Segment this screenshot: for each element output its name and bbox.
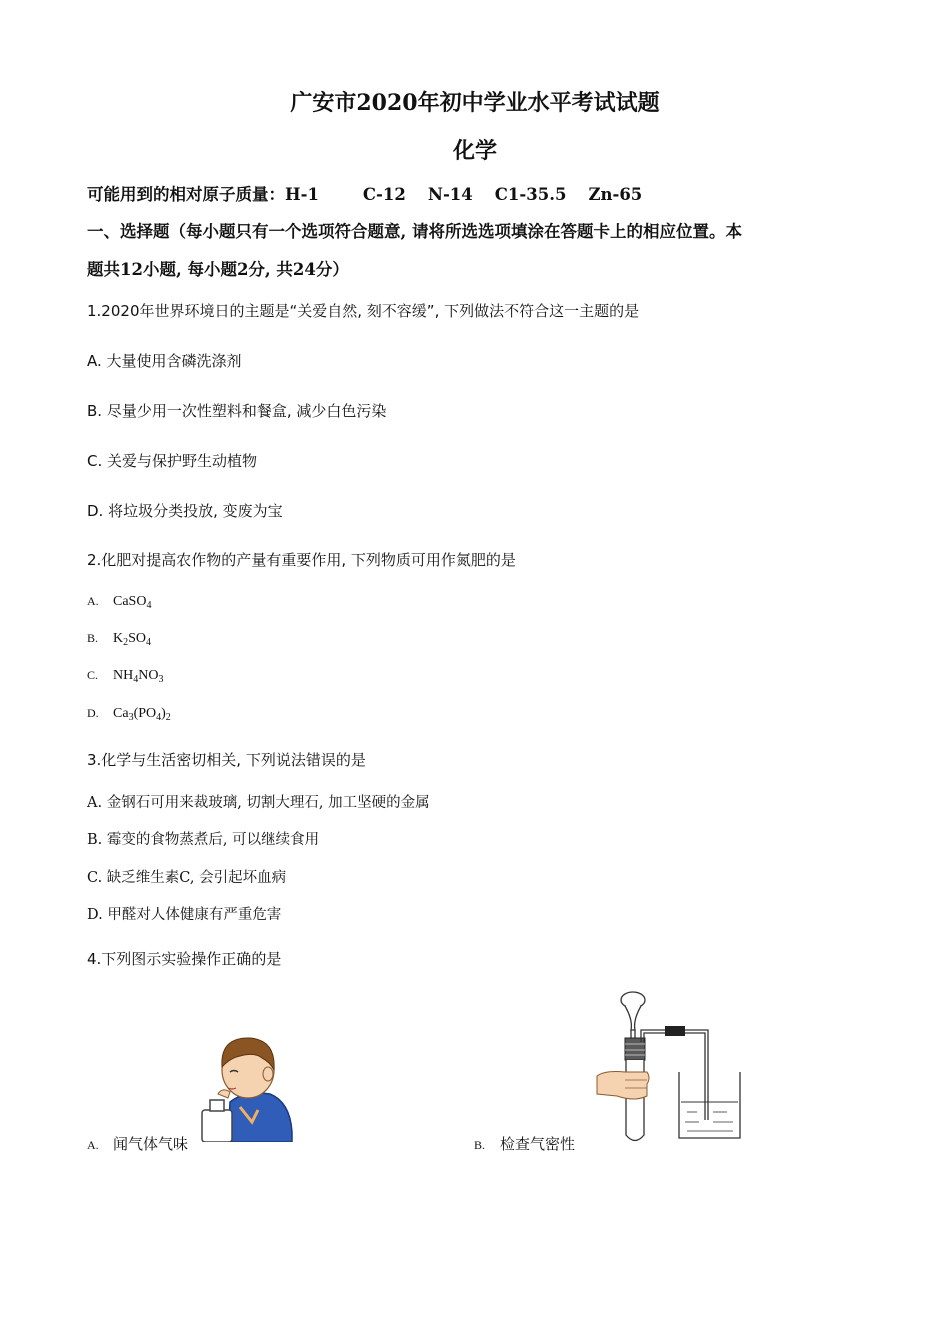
q2-option-b: B. $K_2SO_4$ (87, 631, 152, 648)
q1-option-b: B. 尽量少用一次性塑料和餐盒, 减少白色污染 (87, 402, 387, 420)
mass-c: C-12 (362, 185, 406, 204)
mass-zn: Zn-65 (588, 185, 643, 204)
q2-option-d: D. $Ca_3(PO_4)_2$ (87, 706, 171, 723)
q1-option-d: D. 将垃圾分类投放, 变废为宝 (87, 502, 283, 520)
mass-cl: C1-35.5 (494, 185, 567, 204)
question-4-stem: 4.下列图示实验操作正确的是 (87, 950, 282, 968)
person-smelling-gas-illustration (200, 1032, 295, 1142)
subject-title: 化学 (452, 138, 497, 164)
mass-h: H-1 (285, 185, 319, 204)
atomic-mass-line (87, 181, 664, 205)
q2-formula-d: $Ca_3(PO_4)_2$ (113, 706, 171, 723)
q2-formula-c: $NH_4NO_3$ (113, 668, 164, 685)
q4-option-b: B. 检查气密性 (474, 1137, 576, 1153)
atomic-mass-label: 可能用到的相对原子质量： (87, 185, 285, 204)
section-heading-line1: 一、选择题（每小题只有一个选项符合题意, 请将所选选项填涂在答题卡上的相应位置。本 (87, 222, 742, 241)
q1-option-a: A. 大量使用含磷洗涤剂 (87, 352, 242, 370)
airtightness-apparatus-illustration (595, 990, 745, 1150)
q3-option-d: D. 甲醛对人体健康有严重危害 (87, 907, 282, 923)
q3-option-b: B. 霉变的食物蒸煮后, 可以继续食用 (87, 832, 320, 848)
q1-option-c: C. 关爱与保护野生动植物 (87, 452, 258, 470)
q4-option-a-text: 闻气体气味 (113, 1137, 189, 1153)
q2-option-c: C. $NH_4NO_3$ (87, 668, 164, 685)
q3-option-a: A. 金钢石可用来裁玻璃, 切割大理石, 加工坚硬的金属 (87, 795, 430, 811)
question-3-stem: 3.化学与生活密切相关, 下列说法错误的是 (87, 751, 366, 769)
section-heading-line2: 题共12小题, 每小题2分, 共24分） (87, 260, 349, 279)
q2-formula-a: CaSO$_4$ (113, 594, 152, 611)
question-2-stem: 2.化肥对提高农作物的产量有重要作用, 下列物质可用作氮肥的是 (87, 551, 516, 569)
mass-n: N-14 (427, 185, 473, 204)
q3-option-c: C. 缺乏维生素C, 会引起坏血病 (87, 870, 287, 886)
q4-option-b-text: 检查气密性 (500, 1137, 576, 1153)
q4-option-a: A. 闻气体气味 (87, 1137, 189, 1153)
q2-formula-b: $K_2SO_4$ (113, 631, 152, 648)
page-title: 广安市2020年初中学业水平考试试题 (290, 90, 660, 116)
q2-option-a: A. CaSO$_4$ (87, 594, 152, 611)
question-1-stem: 1.2020年世界环境日的主题是“关爱自然, 刻不容缓”, 下列做法不符合这一主题的是 (87, 302, 640, 320)
